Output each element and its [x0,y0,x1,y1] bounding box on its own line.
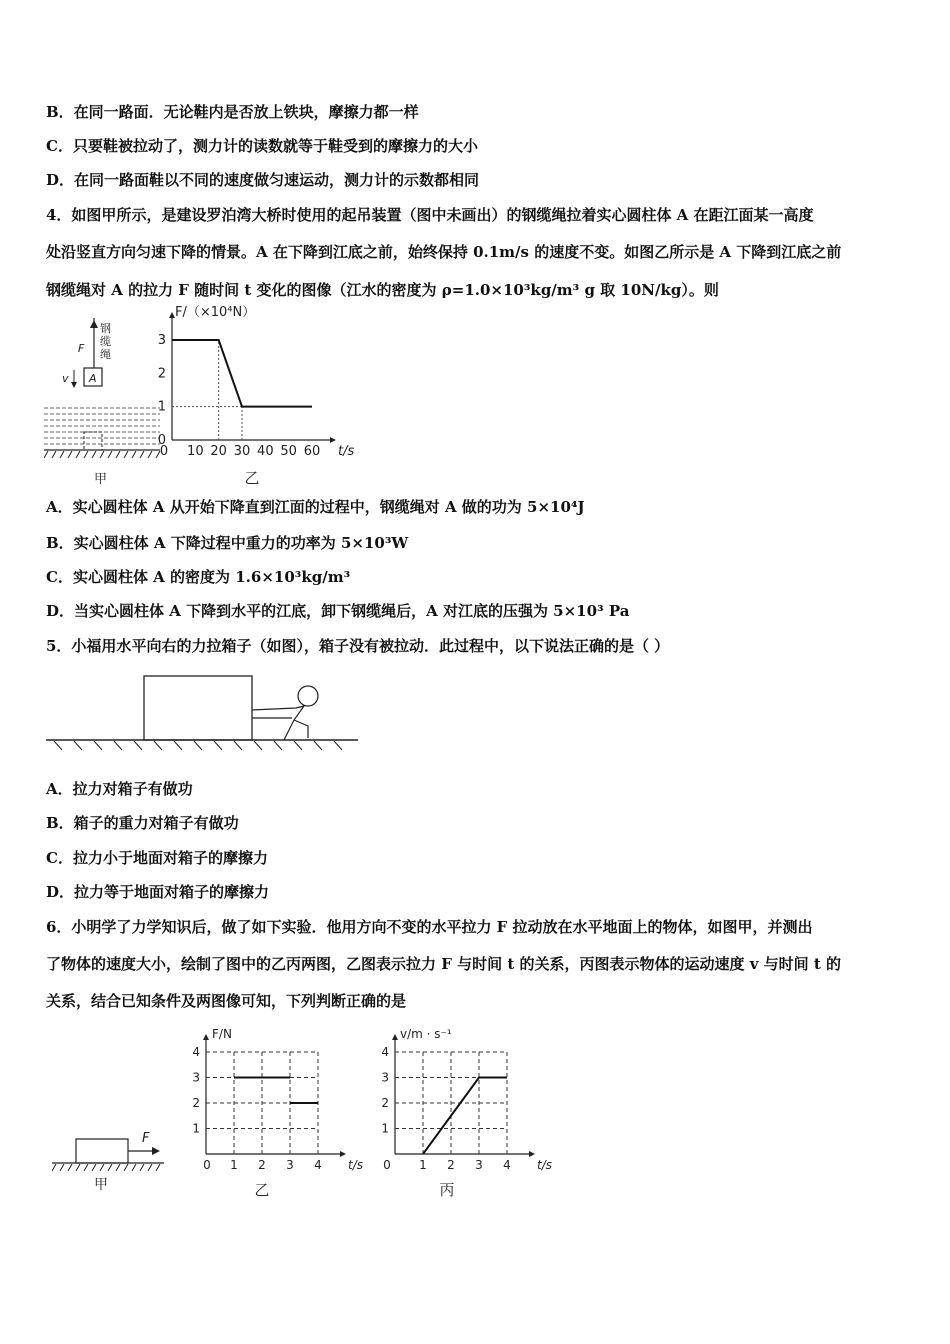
y-tick-label: 4 [192,1045,200,1059]
x-tick-label: 20 [210,444,227,459]
q5-option-d: D．拉力等于地面对箱子的摩擦力 [46,883,270,901]
q6-chart-bing [378,1015,553,1205]
q3-option-d: D．在同一路面鞋以不同的速度做匀速运动，测力计的示数都相同 [46,171,480,189]
x-axis-arrow-icon [340,1151,346,1157]
chart-caption: 丙 [439,1181,455,1199]
q6-stem-line-1: 6．小明学了力学知识后，做了如下实验．他用方向不变的水平拉力 F 拉动放在水平地面上的物体，如图甲，并测出 [46,918,813,936]
origin-label: 0 [383,1158,391,1172]
y-axis-arrow-icon [392,1034,398,1040]
q4-chart-yi [155,305,360,490]
y-axis-label: v/m · s⁻¹ [400,1027,452,1041]
x-tick-label: 3 [286,1158,294,1172]
q6-chart-yi [190,1015,365,1205]
y-tick-label: 2 [157,366,166,382]
q5-option-c: C．拉力小于地面对箱子的摩擦力 [46,849,268,867]
x-axis-arrow-icon [330,437,336,443]
q4-jia-caption: 甲 [94,472,108,487]
object-block [76,1139,128,1163]
q4-option-a: A．实心圆柱体 A 从开始下降直到江面的过程中，钢缆绳对 A 做的功为 5×10⁴J [46,498,585,516]
q4-option-c: C．实心圆柱体 A 的密度为 1.6×10³kg/m³ [46,568,351,586]
x-tick-label: 60 [303,444,321,459]
y-axis-label: F/N [212,1027,232,1041]
y-axis-label: F/（×10⁴N） [175,305,256,320]
river-bed-hatch [44,451,160,458]
series-line [423,1078,507,1155]
y-tick-label: 2 [381,1096,389,1110]
q4-stem-line-1: 4．如图甲所示，是建设罗泊湾大桥时使用的起吊装置（图中未画出）的钢缆绳拉着实心圆柱体 A 在距江面某一高度 [46,206,814,224]
y-tick-label: 3 [381,1070,389,1085]
person-body [252,706,308,740]
q5-figure [46,668,360,760]
y-tick-label: 4 [381,1045,389,1059]
x-axis-label: t/s [338,444,355,459]
y-tick-label: 1 [192,1121,200,1136]
q6-figure-jia [52,1126,170,1198]
force-arrow-icon [90,320,98,328]
y-tick-label: 2 [192,1096,200,1110]
force-label: F [78,342,85,355]
q3-option-b: B．在同一路面．无论鞋内是否放上铁块，摩擦力都一样 [46,103,419,121]
x-tick-label: 3 [475,1158,483,1172]
x-tick-label: 2 [258,1158,266,1172]
x-axis-arrow-icon [529,1151,535,1157]
q5-stem: 5．小福用水平向右的力拉箱子（如图），箱子没有被拉动．此过程中，以下说法正确的是（ ） [46,637,670,655]
ground-hatch [52,1164,160,1171]
x-tick-label: 50 [280,444,297,459]
chart-caption: 乙 [254,1181,270,1199]
force-label: F [142,1131,150,1146]
water-lines [44,408,160,444]
ground-hatch [54,741,342,750]
chart-caption: 乙 [244,469,260,487]
block-a-bottom [84,432,102,450]
q4-figure-jia [44,318,164,490]
x-axis-label: t/s [537,1158,552,1172]
y-tick-label: 1 [157,399,166,415]
origin-label: 0 [203,1158,211,1172]
person-head [298,686,318,706]
q6-stem-line-3: 关系，结合已知条件及两图像可知，下列判断正确的是 [46,992,407,1010]
y-tick-label: 1 [381,1121,389,1136]
q4-stem-line-3: 钢缆绳对 A 的拉力 F 随时间 t 变化的图像（江水的密度为 ρ=1.0×10³kg/m³ g 取 10N/kg）。则 [46,281,719,299]
series-line [172,340,312,407]
x-tick-label: 4 [503,1158,511,1172]
q4-option-d: D．当实心圆柱体 A 下降到水平的江底，卸下钢缆绳后，A 对江底的压强为 5×10³ Pa [46,602,630,620]
q5-option-a: A．拉力对箱子有做功 [46,780,193,798]
velocity-label: v [62,372,69,385]
q6-stem-line-2: 了物体的速度大小，绘制了图中的乙丙两图，乙图表示拉力 F 与时间 t 的关系，丙图表示物体的运动速度 v 与时间 t 的 [46,955,842,973]
box [144,676,252,740]
x-tick-label: 4 [314,1158,322,1172]
origin-label: 0 [159,444,169,459]
x-tick-label: 1 [230,1158,238,1172]
x-tick-label: 30 [233,444,251,459]
rope-label-1: 钢缆绳 [100,322,111,361]
y-tick-label: 3 [157,333,166,348]
q4-stem-line-2: 处沿竖直方向匀速下降的情景。A 在下降到江底之前，始终保持 0.1m/s 的速度不变。如图乙所示是 A 下降到江底之前 [46,243,842,261]
x-tick-label: 10 [187,444,204,459]
x-axis-label: t/s [348,1158,363,1172]
y-tick-label: 0 [157,433,166,448]
velocity-arrow-icon [71,382,77,388]
q6-jia-caption: 甲 [94,1177,108,1193]
force-arrow-icon [152,1147,160,1155]
y-axis-arrow-icon [203,1034,209,1040]
q4-option-b: B．实心圆柱体 A 下降过程中重力的功率为 5×10³W [46,534,409,552]
x-tick-label: 40 [257,444,274,459]
x-tick-label: 1 [419,1158,427,1172]
block-label: A [89,372,97,385]
y-tick-label: 3 [192,1070,200,1085]
q3-option-c: C．只要鞋被拉动了，测力计的读数就等于鞋受到的摩擦力的大小 [46,137,478,155]
x-tick-label: 2 [447,1158,455,1172]
q5-option-b: B．箱子的重力对箱子有做功 [46,814,239,832]
